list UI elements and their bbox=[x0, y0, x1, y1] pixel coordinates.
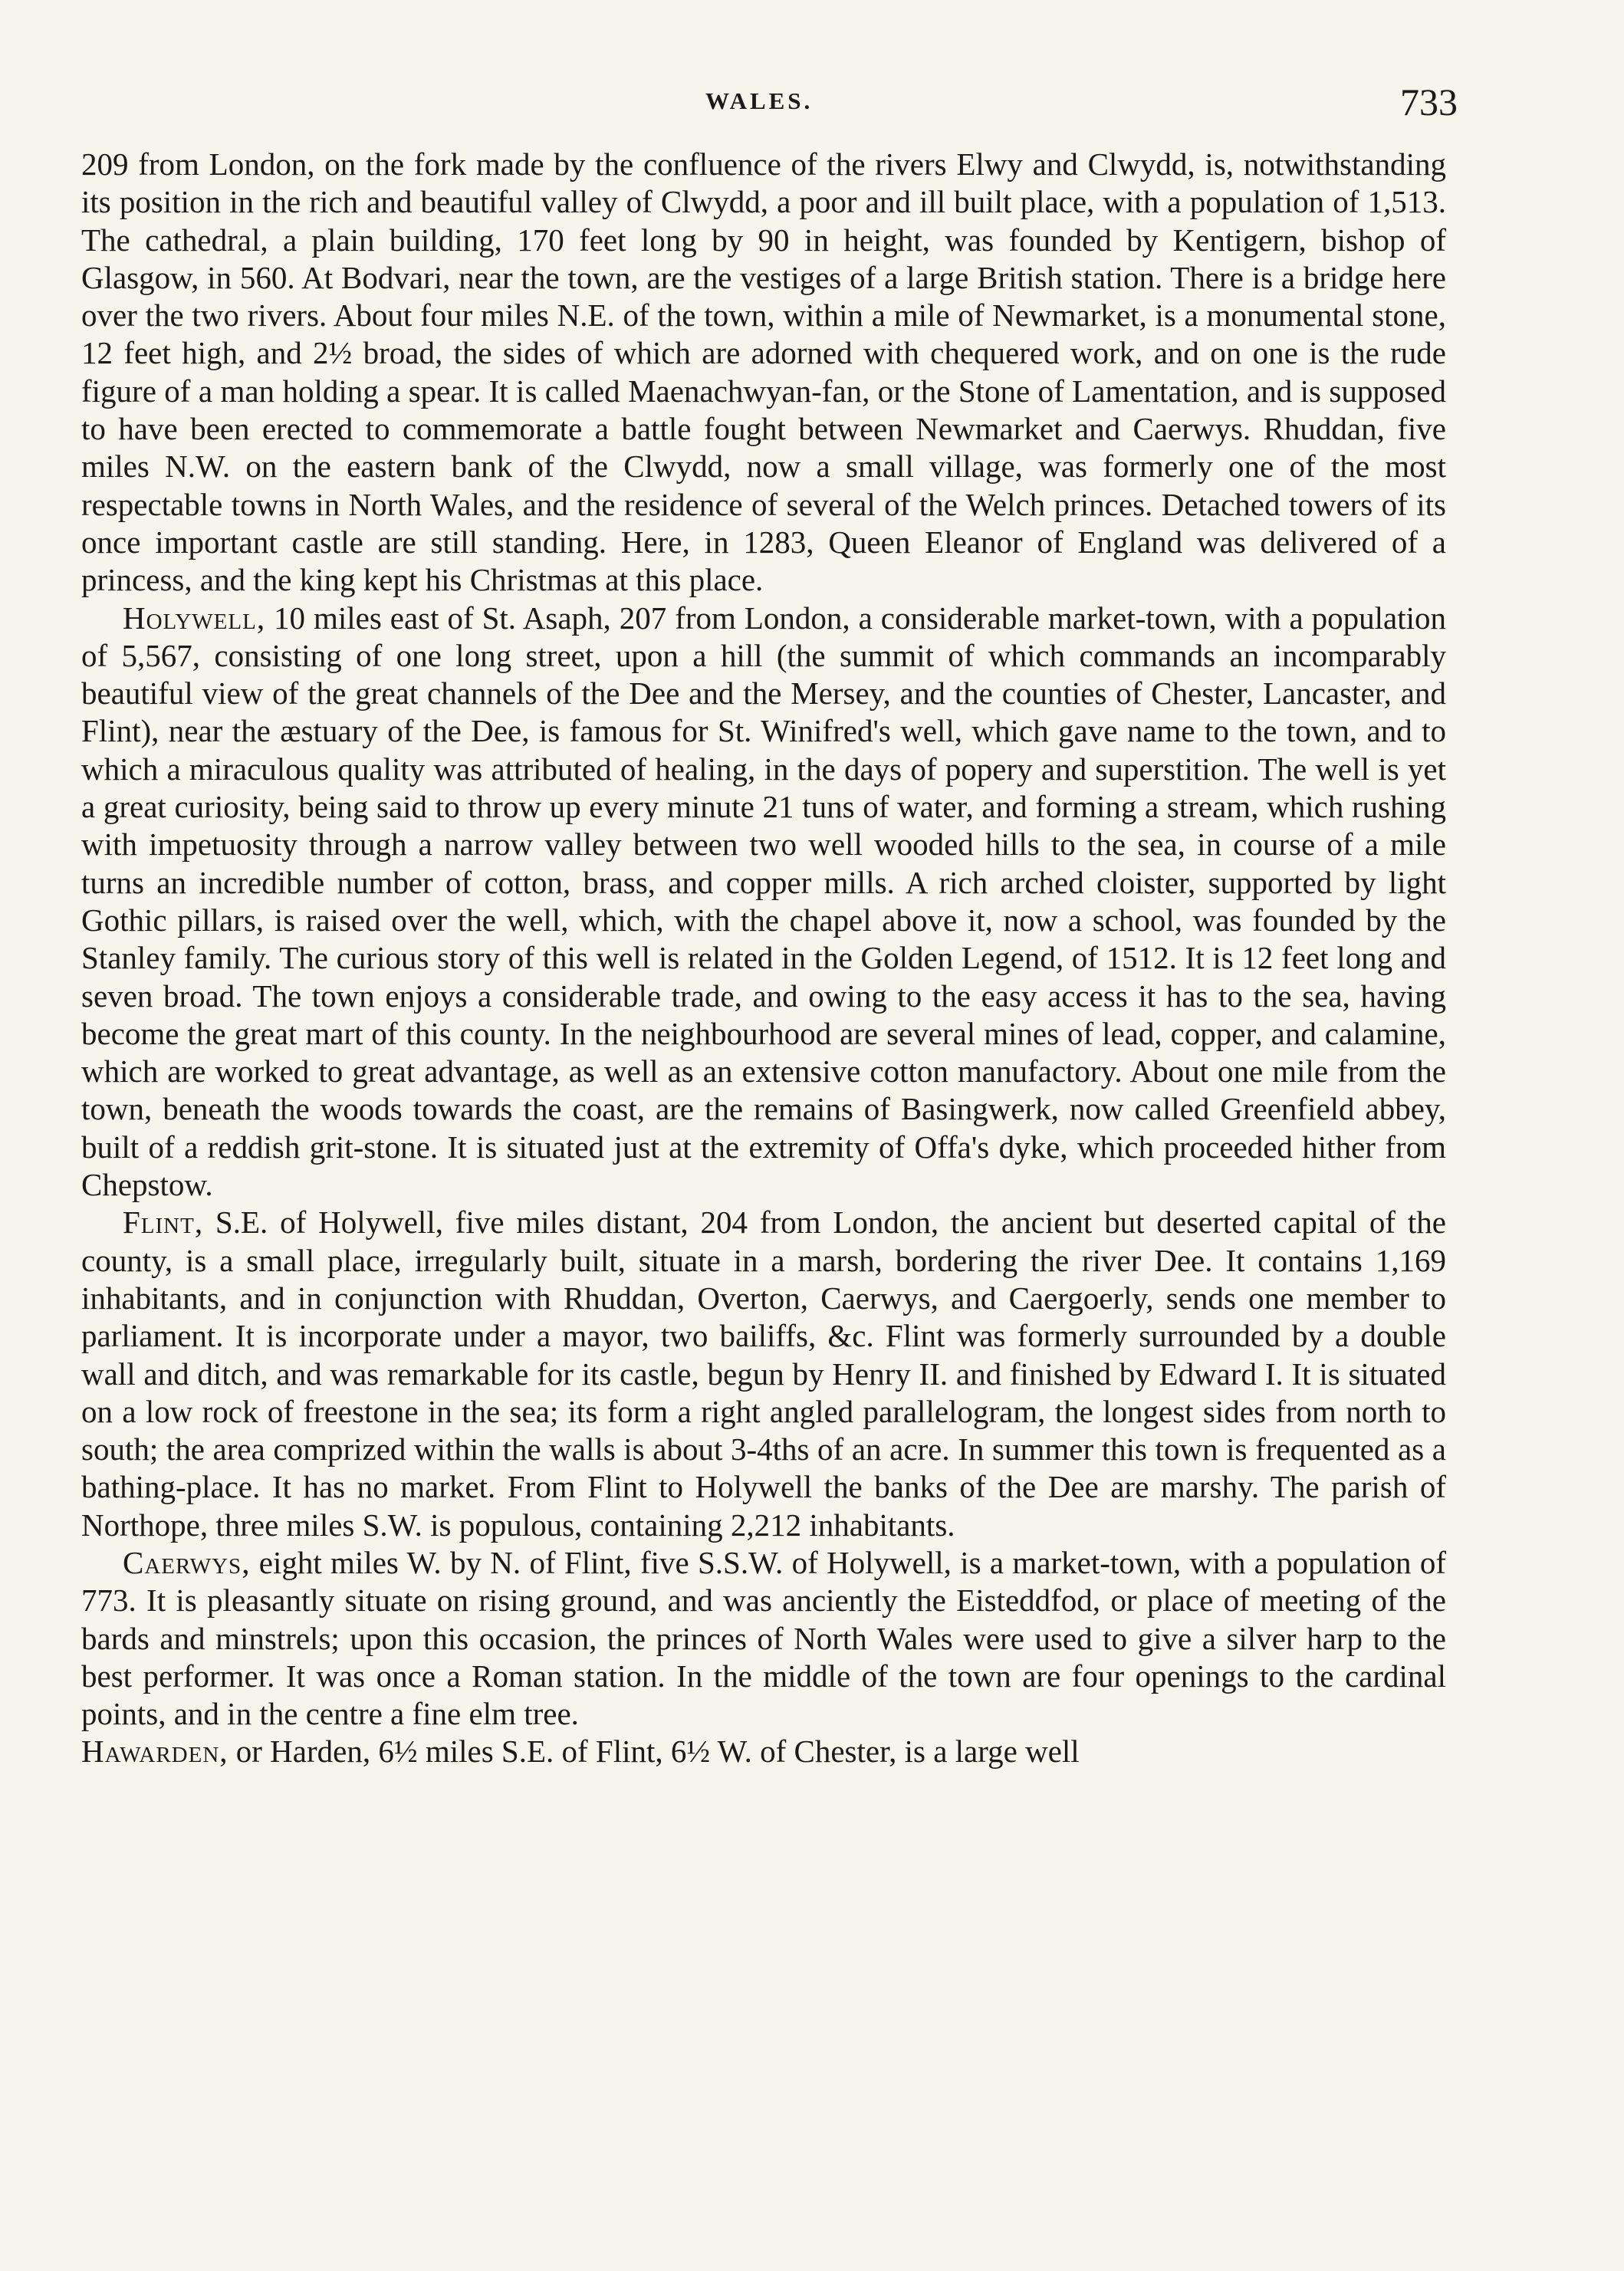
paragraph-text: 10 miles east of St. Asaph, 207 from London, a considerable market-town, with a population of 5,567, consisting of one long street, upon a hill (the summit of which commands an incomparably beautiful view of the great channels of the Dee and the Mersey, and the counties of Chester, Lancaster, and Flint), near the æstuary of the Dee, is famous for St. Winifred's well, which gave name to the town, and to which a miraculous quality was attributed of healing, in the days of popery and superstition. The well is yet a great curiosity, being said to throw up every minute 21 tuns of water, and forming a stream, which rushing with impetuosity through a narrow valley between two well wooded hills to the sea, in course of a mile turns an incredible number of cotton, brass, and copper mills. A rich arched cloister, supported by light Gothic pillars, is raised over the well, which, with the chapel above it, now a school, was founded by the Stanley family. The curious story of this well is related in the Golden Legend, of 1512. It is 12 feet long and seven broad. The town enjoys a considerable trade, and owing to the easy access it has to the sea, having become the great mart of this county. In the neighbourhood are several mines of lead, copper, and calamine, which are worked to great advantage, as well as an extensive cotton manufactory. About one mile from the town, beneath the woods towards the coast, are the remains of Basingwerk, now called Greenfield abbey, built of a reddish grit-stone. It is situated just at the extremity of Offa's dyke, which proceeded hither from Chepstow. bbox=[81, 600, 1446, 1203]
paragraph-text: 209 from London, on the fork made by the confluence of the rivers Elwy and Clwydd, is, notwithstanding its position in the rich and beautiful valley of Clwydd, a poor and ill built place, with a population of 1,513. The cathedral, a plain building, 170 feet long by 90 in height, was founded by Kentigern, bishop of Glasgow, in 560. At Bodvari, near the town, are the vestiges of a large British station. There is a bridge here over the two rivers. About four miles N.E. of the town, within a mile of Newmarket, is a monumental stone, 12 feet high, and 2½ broad, the sides of which are adorned with chequered work, and on one is the rude figure of a man holding a spear. It is called Maenachwyan-fan, or the Stone of Lamentation, and is supposed to have been erected to commemorate a battle fought between Newmarket and Caerwys. Rhuddan, five miles N.W. on the eastern bank of the Clwydd, now a small village, was formerly one of the most respectable towns in North Wales, and the residence of several of the Welch princes. Detached towers of its once important castle are still standing. Here, in 1283, Queen Eleanor of England was delivered of a princess, and the king kept his Christmas at this place. bbox=[81, 146, 1446, 598]
place-name-caerwys: Caerwys, bbox=[123, 1544, 251, 1580]
paragraph-st-asaph-continued bbox=[81, 146, 1446, 600]
place-name-hawarden: Hawarden, bbox=[81, 1734, 228, 1770]
running-head bbox=[0, 83, 1624, 129]
page-number: 733 bbox=[1400, 81, 1458, 123]
paragraph-text: or Harden, 6½ miles S.E. of Flint, 6½ W. of Chester, is a large well bbox=[228, 1734, 1080, 1770]
place-name-holywell: Holywell, bbox=[123, 600, 266, 636]
paragraph-flint bbox=[81, 1204, 1446, 1544]
paragraph-hawarden bbox=[81, 1733, 1446, 1770]
paragraph-text: S.E. of Holywell, five miles distant, 204 from London, the ancient but deserted capital of the county, is a small place, irregularly built, situate in a marsh, bordering the river Dee. It contains 1,169 inhabitants, and in conjunction with Rhuddan, Overton, Caerwys, and Caergoerly, sends one member to parliament. It is incorporate under a mayor, two bailiffs, &c. Flint was formerly surrounded by a double wall and ditch, and was remarkable for its castle, begun by Henry II. and finished by Edward I. It is situated on a low rock of freestone in the sea; its form a right angled parallelogram, the longest sides from north to south; the area comprized within the walls is about 3-4ths of an acre. In summer this town is frequented as a bathing-place. It has no market. From Flint to Holywell the banks of the Dee are marshy. The parish of Northope, three miles S.W. is populous, containing 2,212 inhabitants. bbox=[81, 1205, 1446, 1543]
paragraph-holywell bbox=[81, 600, 1446, 1205]
paragraph-text: eight miles W. by N. of Flint, five S.S.W. of Holywell, is a market-town, with a population of 773. It is pleasantly situate on rising ground, and was anciently the Eisteddfod, or place of meeting of the bards and minstrels; upon this occasion, the princes of North Wales were used to give a silver harp to the best performer. It was once a Roman station. In the middle of the town are four openings to the cardinal points, and in the centre a fine elm tree. bbox=[81, 1544, 1446, 1732]
running-title: WALES. bbox=[705, 87, 814, 114]
place-name-flint: Flint, bbox=[123, 1205, 204, 1241]
paragraph-caerwys bbox=[81, 1544, 1446, 1733]
body-text bbox=[81, 146, 1446, 1771]
